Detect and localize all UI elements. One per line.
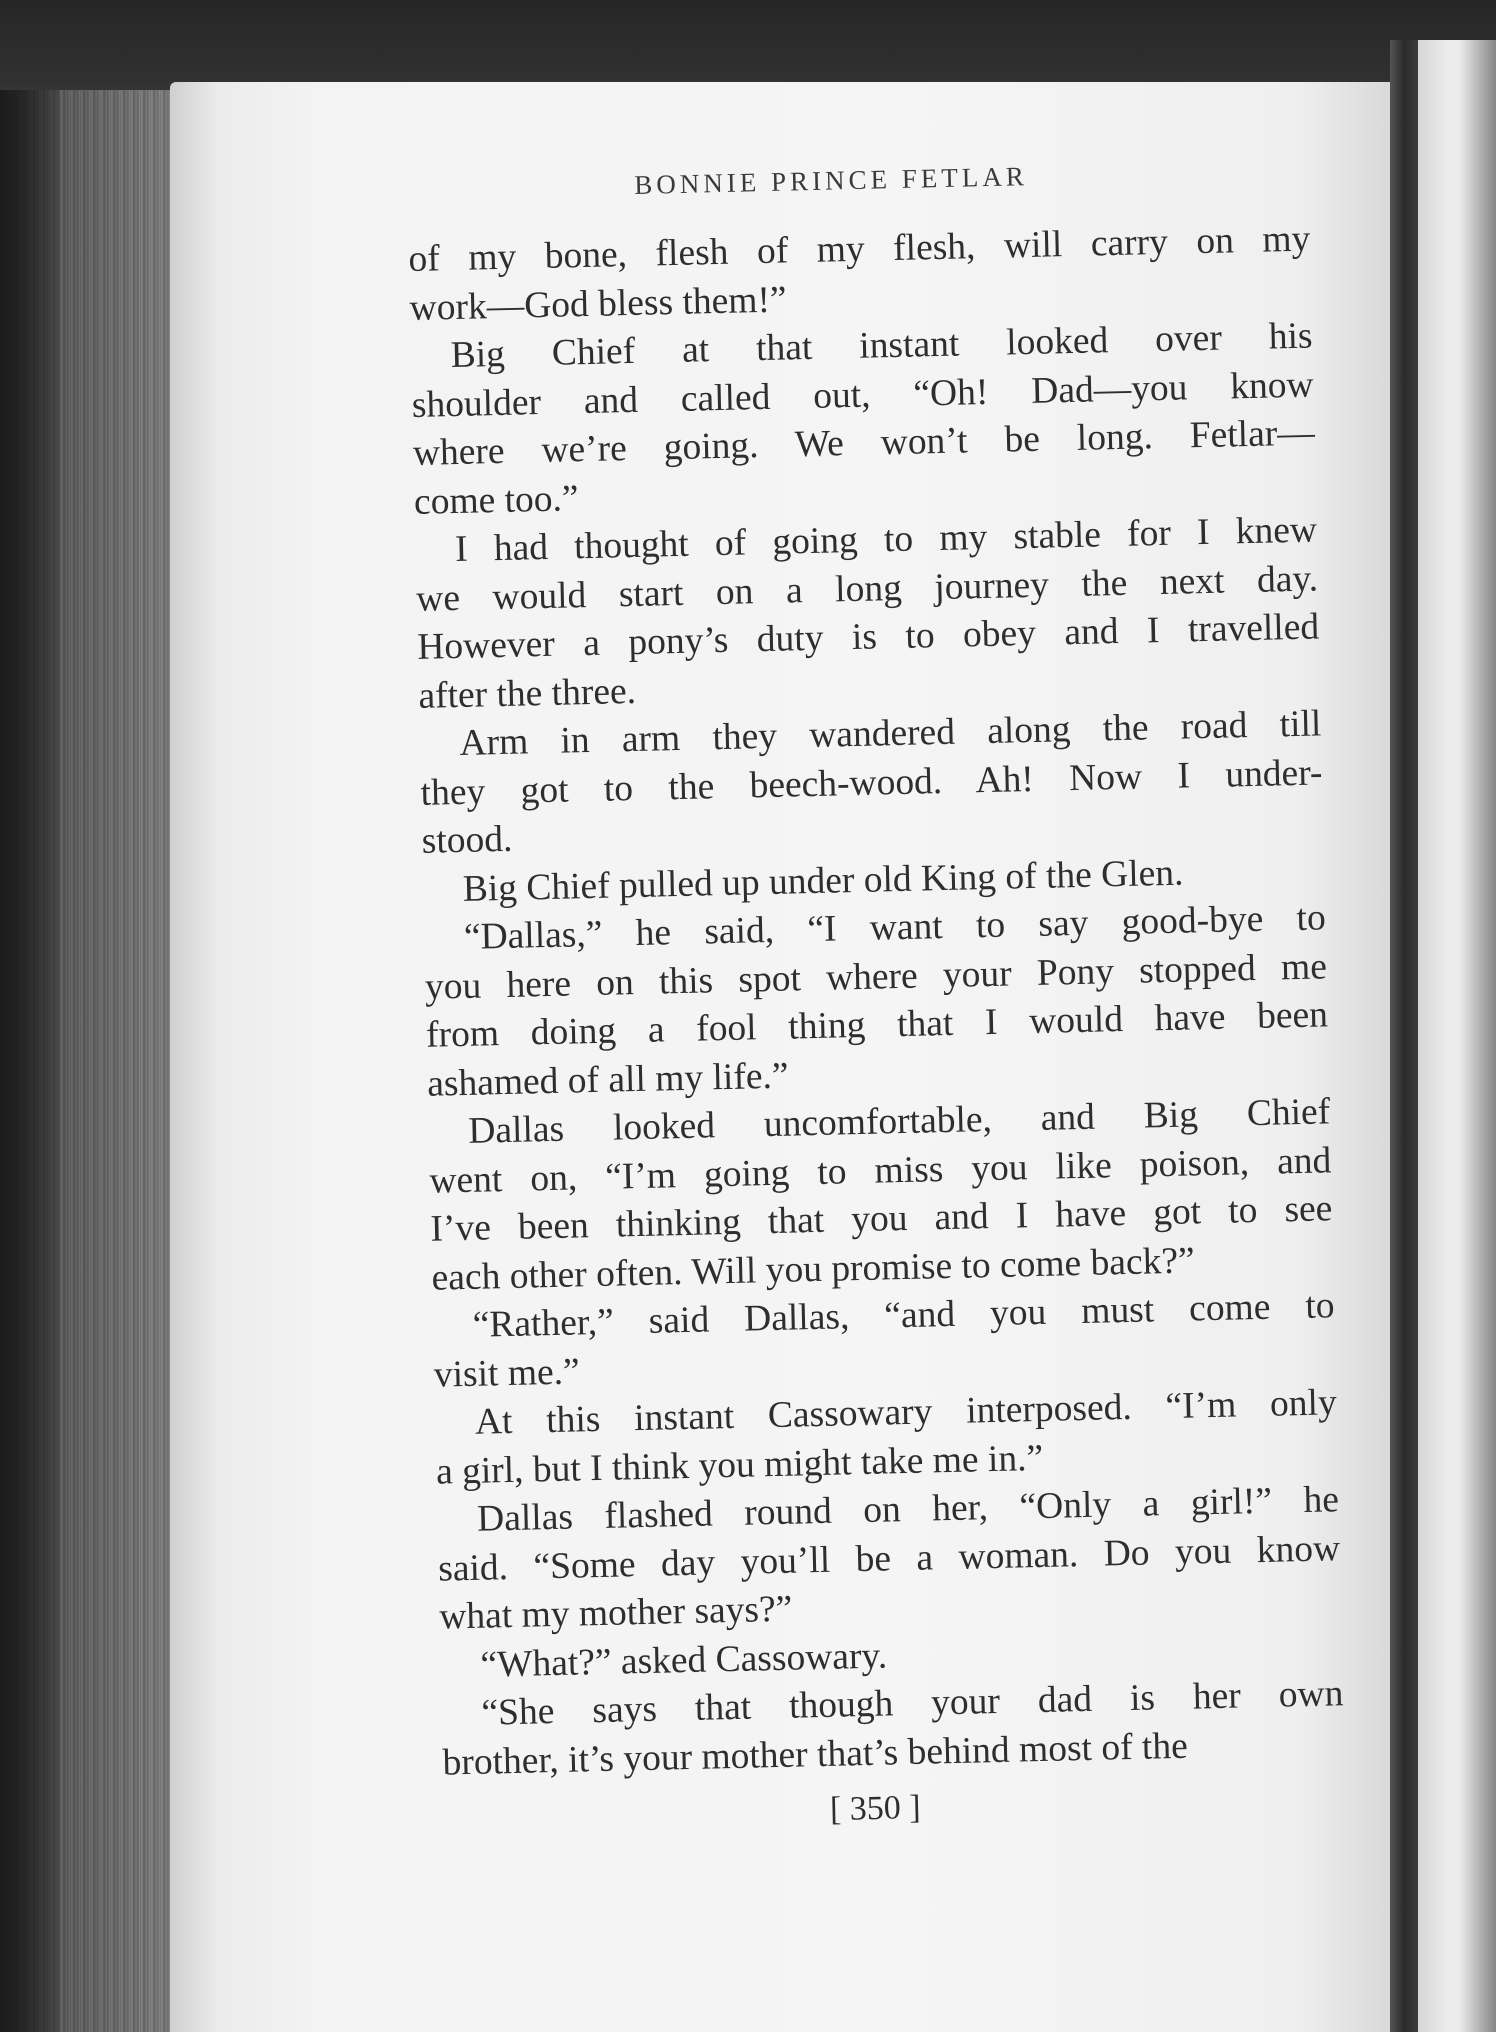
running-head: BONNIE PRINCE FETLAR (634, 161, 1029, 200)
paragraph (437, 1476, 1342, 1642)
text-line: visit me.” (433, 1350, 581, 1396)
text-line: However a pony’s duty is to obey and I travelled (416, 606, 1320, 668)
text-line: brother, it’s your mother that’s behind most of the (442, 1725, 1189, 1784)
text-line: I’ve been thinking that you and I have got to see (430, 1188, 1333, 1250)
text-line: I had thought of going to my stable for I knew (454, 509, 1318, 571)
text-line: “She says that though your dad is her own (481, 1673, 1344, 1734)
page-number: [ 350 ] (829, 1788, 922, 1829)
text-line: said. “Some day you’ll be a woman. Do you know (437, 1527, 1341, 1590)
text-line: work—God bless them!” (409, 278, 788, 329)
text-line: “Rather,” said Dallas, “and you must come to (472, 1285, 1335, 1346)
text-line: after the three. (417, 670, 637, 717)
book-gutter (1390, 40, 1418, 2032)
text-line: “What?” asked Cassowary. (479, 1635, 888, 1686)
text-line: went on, “I’m going to miss you like poison, and (428, 1139, 1332, 1202)
text-line: Dallas looked uncomfortable, and Big Chief (467, 1091, 1331, 1152)
text-line: each other often. Will you promise to come back?” (431, 1239, 1196, 1299)
text-line: At this instant Cassowary interposed. “I’m only (474, 1382, 1338, 1443)
book-edge-shadow (0, 90, 60, 2032)
paragraph (428, 1088, 1334, 1302)
text-line: you here on this spot where your Pony stopped me (424, 945, 1328, 1008)
paragraph (415, 506, 1321, 720)
text-line: shoulder and called out, “Oh! Dad—you know (411, 363, 1315, 426)
paragraph (441, 1670, 1345, 1787)
text-line: they got to the beech-wood. Ah! Now I under- (420, 751, 1323, 814)
text-line: “Dallas,” he said, “I want to say good-bye to (463, 897, 1327, 958)
text-line: where we’re going. We won’t be long. Fetlar— (412, 412, 1316, 474)
text-line: what my mother says?” (438, 1588, 793, 1638)
next-page-shadow (1460, 40, 1496, 2032)
text-line: of my bone, flesh of my flesh, will carry on my (408, 218, 1311, 280)
text-line: a girl, but I think you might take me in.” (435, 1437, 1044, 1493)
text-line: Arm in arm they wandered along the road till (459, 703, 1322, 764)
text-line: Dallas flashed round on her, “Only a girl!” he (476, 1479, 1340, 1540)
text-line: Big Chief at that instant looked over his (450, 315, 1313, 377)
text-line: come too.” (413, 477, 579, 523)
text-line: Big Chief pulled up under old King of the Glen. (462, 852, 1184, 910)
paragraph (423, 894, 1329, 1108)
page-body-text (408, 216, 1345, 1788)
text-line: stood. (421, 818, 513, 862)
paragraph (410, 313, 1316, 527)
text-line: we would start on a long journey the next day. (415, 557, 1319, 620)
text-line: ashamed of all my life.” (426, 1055, 789, 1105)
paragraph (419, 700, 1324, 866)
text-line: from doing a fool thing that I would have been (425, 994, 1329, 1056)
